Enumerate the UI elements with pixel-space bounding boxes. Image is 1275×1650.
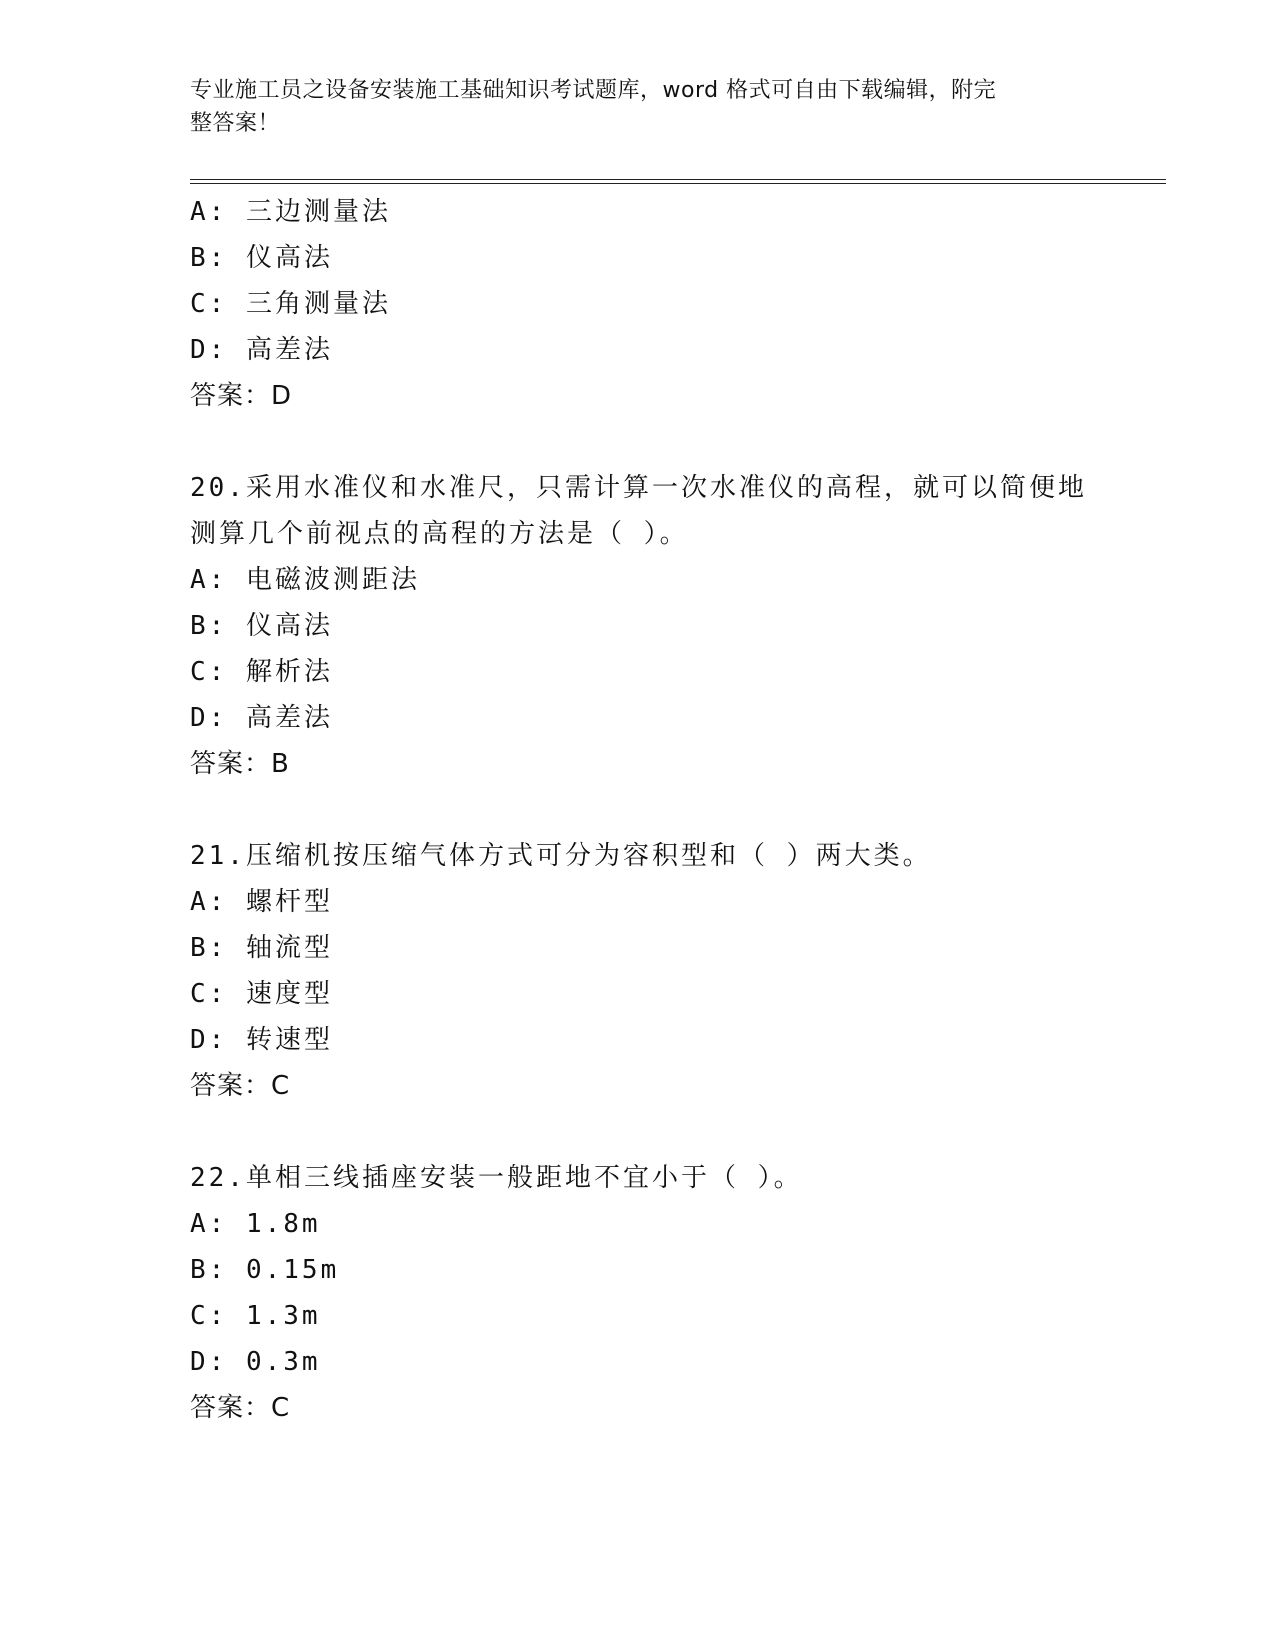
document-header: 专业施工员之设备安装施工基础知识考试题库，word 格式可自由下载编辑，附完 整答案！ — [190, 78, 997, 136]
spacer — [190, 419, 1090, 465]
option-b: B: 仪高法 — [190, 611, 333, 641]
question-20-stem-line-2: 测算几个前视点的高程的方法是（ ）。 — [190, 519, 689, 549]
spacer — [190, 1109, 1090, 1155]
spacer — [190, 787, 1090, 833]
option-d: D: 高差法 — [190, 703, 333, 733]
option-c: C: 1.3m — [190, 1301, 321, 1331]
option-d: D: 高差法 — [190, 335, 333, 365]
header-divider-bottom — [190, 183, 1166, 184]
question-21 — [190, 833, 1090, 1109]
option-c: C: 三角测量法 — [190, 289, 391, 319]
question-19-options — [190, 189, 1090, 419]
option-d: D: 转速型 — [190, 1025, 333, 1055]
option-a: A: 电磁波测距法 — [190, 565, 420, 595]
option-a: A: 三边测量法 — [190, 197, 391, 227]
option-a: A: 螺杆型 — [190, 887, 333, 917]
question-20-stem-line-1: 20.采用水准仪和水准尺，只需计算一次水准仪的高程，就可以简便地 — [190, 473, 1087, 503]
option-c: C: 速度型 — [190, 979, 333, 1009]
option-d: D: 0.3m — [190, 1347, 321, 1377]
option-b: B: 0.15m — [190, 1255, 340, 1285]
answer-21: 答案：C — [190, 1071, 291, 1101]
option-c: C: 解析法 — [190, 657, 333, 687]
question-content — [190, 189, 1090, 1431]
question-21-stem: 21.压缩机按压缩气体方式可分为容积型和（ ）两大类。 — [190, 841, 932, 871]
answer-20: 答案：B — [190, 749, 290, 779]
option-a: A: 1.8m — [190, 1209, 321, 1239]
answer-22: 答案：C — [190, 1393, 291, 1423]
header-divider-top — [190, 179, 1166, 180]
question-22 — [190, 1155, 1090, 1431]
answer-19: 答案：D — [190, 381, 293, 411]
question-20 — [190, 465, 1090, 787]
option-b: B: 轴流型 — [190, 933, 333, 963]
option-b: B: 仪高法 — [190, 243, 333, 273]
question-22-stem: 22.单相三线插座安装一般距地不宜小于（ ）。 — [190, 1163, 803, 1193]
